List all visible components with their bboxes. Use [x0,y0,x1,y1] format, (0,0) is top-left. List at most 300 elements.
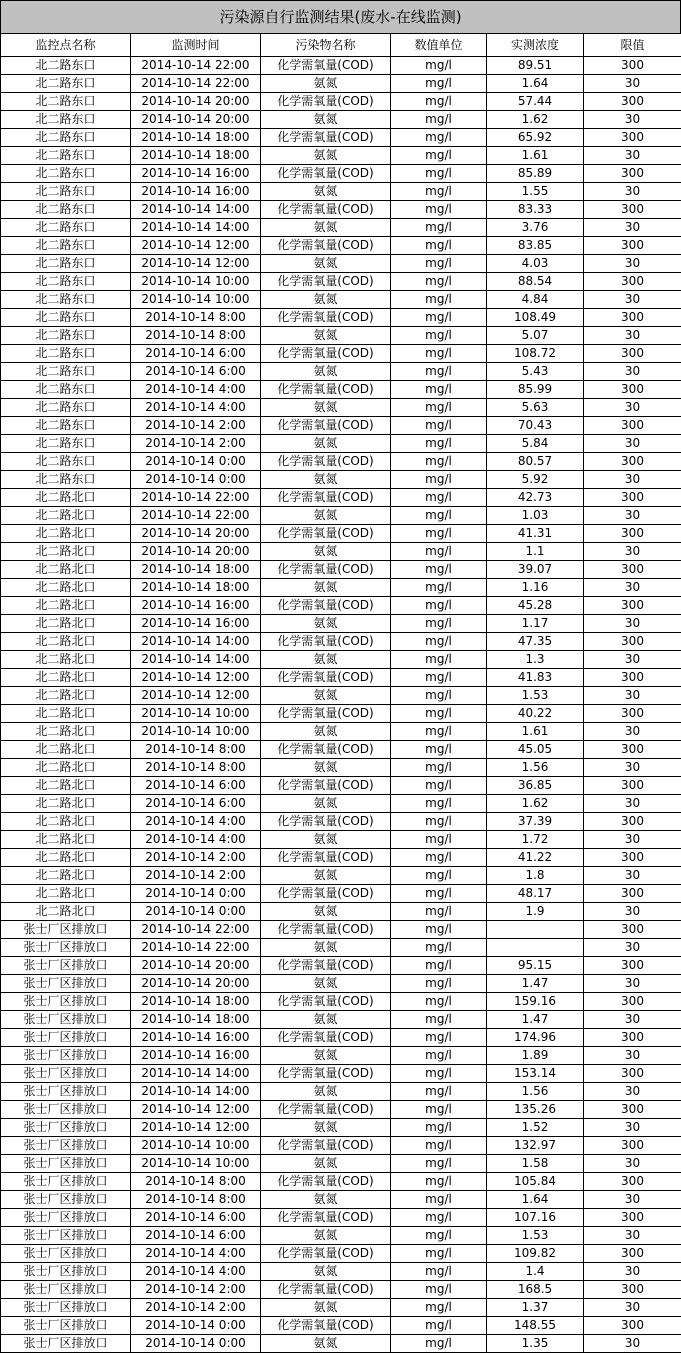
pollutant-name-cell: 氨氮 [261,975,391,993]
pollutant-name-cell: 化学需氧量(COD) [261,237,391,255]
limit-cell: 300 [584,777,681,795]
measured-value-cell: 39.07 [487,561,584,579]
site-name-cell: 张士厂区排放口 [1,1101,131,1119]
limit-cell: 30 [584,903,681,921]
table-row [1,615,681,633]
measured-value-cell: 1.4 [487,1263,584,1281]
table-row [1,579,681,597]
measured-value-cell: 1.56 [487,759,584,777]
unit-cell: mg/l [391,399,487,417]
unit-cell: mg/l [391,237,487,255]
pollutant-name-cell: 氨氮 [261,1047,391,1065]
pollutant-name-cell: 化学需氧量(COD) [261,885,391,903]
unit-cell: mg/l [391,831,487,849]
limit-cell: 300 [584,1029,681,1047]
limit-cell: 30 [584,687,681,705]
unit-cell: mg/l [391,687,487,705]
measured-value-cell: 40.22 [487,705,584,723]
unit-cell: mg/l [391,489,487,507]
unit-cell: mg/l [391,1029,487,1047]
site-name-cell: 张士厂区排放口 [1,1047,131,1065]
monitor-time-cell: 2014-10-14 10:00 [131,705,261,723]
header-site-name: 监控点名称 [1,34,131,57]
site-name-cell: 北二路东口 [1,381,131,399]
limit-cell: 30 [584,1299,681,1317]
unit-cell: mg/l [391,147,487,165]
limit-cell: 300 [584,561,681,579]
monitor-time-cell: 2014-10-14 20:00 [131,111,261,129]
unit-cell: mg/l [391,1335,487,1353]
unit-cell: mg/l [391,93,487,111]
pollutant-name-cell: 氨氮 [261,543,391,561]
limit-cell: 30 [584,147,681,165]
site-name-cell: 北二路东口 [1,75,131,93]
unit-cell: mg/l [391,1245,487,1263]
pollutant-name-cell: 氨氮 [261,1191,391,1209]
table-row [1,489,681,507]
pollutant-name-cell: 化学需氧量(COD) [261,1281,391,1299]
limit-cell: 30 [584,543,681,561]
measured-value-cell: 5.63 [487,399,584,417]
table-row [1,291,681,309]
limit-cell: 300 [584,273,681,291]
measured-value-cell: 5.07 [487,327,584,345]
measured-value-cell: 45.28 [487,597,584,615]
table-row [1,1155,681,1173]
measured-value-cell: 1.61 [487,723,584,741]
unit-cell: mg/l [391,201,487,219]
unit-cell: mg/l [391,1191,487,1209]
measured-value-cell: 85.99 [487,381,584,399]
table-row [1,1047,681,1065]
header-row [1,34,681,57]
limit-cell: 300 [584,525,681,543]
pollutant-name-cell: 氨氮 [261,723,391,741]
unit-cell: mg/l [391,129,487,147]
pollutant-name-cell: 氨氮 [261,435,391,453]
monitor-time-cell: 2014-10-14 2:00 [131,867,261,885]
unit-cell: mg/l [391,471,487,489]
limit-cell: 30 [584,1119,681,1137]
limit-cell: 300 [584,1173,681,1191]
monitor-time-cell: 2014-10-14 20:00 [131,525,261,543]
measured-value-cell: 1.47 [487,975,584,993]
monitor-time-cell: 2014-10-14 2:00 [131,849,261,867]
measured-value-cell: 1.52 [487,1119,584,1137]
table-row [1,1173,681,1191]
measured-value-cell: 1.53 [487,687,584,705]
measured-value-cell: 1.35 [487,1335,584,1353]
limit-cell: 300 [584,813,681,831]
pollutant-name-cell: 化学需氧量(COD) [261,849,391,867]
table-row [1,273,681,291]
limit-cell: 300 [584,957,681,975]
measured-value-cell: 57.44 [487,93,584,111]
site-name-cell: 张士厂区排放口 [1,1209,131,1227]
site-name-cell: 北二路东口 [1,237,131,255]
unit-cell: mg/l [391,1011,487,1029]
site-name-cell: 北二路北口 [1,597,131,615]
unit-cell: mg/l [391,921,487,939]
measured-value-cell: 1.1 [487,543,584,561]
site-name-cell: 北二路东口 [1,327,131,345]
measured-value-cell: 1.64 [487,1191,584,1209]
pollutant-name-cell: 化学需氧量(COD) [261,777,391,795]
measured-value-cell: 85.89 [487,165,584,183]
limit-cell: 300 [584,417,681,435]
unit-cell: mg/l [391,183,487,201]
table-row [1,1083,681,1101]
limit-cell: 300 [584,237,681,255]
site-name-cell: 北二路北口 [1,795,131,813]
unit-cell: mg/l [391,651,487,669]
pollutant-name-cell: 化学需氧量(COD) [261,1209,391,1227]
unit-cell: mg/l [391,255,487,273]
limit-cell: 30 [584,723,681,741]
monitor-time-cell: 2014-10-14 22:00 [131,921,261,939]
monitor-time-cell: 2014-10-14 14:00 [131,1065,261,1083]
unit-cell: mg/l [391,795,487,813]
pollutant-name-cell: 氨氮 [261,147,391,165]
limit-cell: 300 [584,705,681,723]
unit-cell: mg/l [391,777,487,795]
site-name-cell: 北二路东口 [1,255,131,273]
unit-cell: mg/l [391,1137,487,1155]
site-name-cell: 北二路北口 [1,705,131,723]
measured-value-cell: 83.85 [487,237,584,255]
table-row [1,399,681,417]
pollutant-name-cell: 化学需氧量(COD) [261,705,391,723]
pollutant-name-cell: 氨氮 [261,399,391,417]
pollutant-name-cell: 化学需氧量(COD) [261,1173,391,1191]
unit-cell: mg/l [391,867,487,885]
site-name-cell: 北二路北口 [1,507,131,525]
site-name-cell: 北二路东口 [1,147,131,165]
site-name-cell: 张士厂区排放口 [1,1281,131,1299]
pollutant-name-cell: 化学需氧量(COD) [261,993,391,1011]
pollutant-name-cell: 氨氮 [261,1155,391,1173]
table-row [1,831,681,849]
pollutant-name-cell: 化学需氧量(COD) [261,957,391,975]
site-name-cell: 北二路北口 [1,741,131,759]
unit-cell: mg/l [391,957,487,975]
monitor-time-cell: 2014-10-14 22:00 [131,507,261,525]
measured-value-cell: 148.55 [487,1317,584,1335]
limit-cell: 30 [584,1011,681,1029]
table-row [1,345,681,363]
unit-cell: mg/l [391,57,487,75]
pollutant-name-cell: 化学需氧量(COD) [261,1317,391,1335]
monitor-time-cell: 2014-10-14 4:00 [131,831,261,849]
site-name-cell: 张士厂区排放口 [1,1011,131,1029]
pollutant-name-cell: 化学需氧量(COD) [261,1065,391,1083]
site-name-cell: 北二路东口 [1,291,131,309]
measured-value-cell: 1.03 [487,507,584,525]
pollutant-name-cell: 化学需氧量(COD) [261,633,391,651]
unit-cell: mg/l [391,111,487,129]
site-name-cell: 北二路北口 [1,561,131,579]
pollutant-name-cell: 化学需氧量(COD) [261,417,391,435]
table-row [1,381,681,399]
monitor-time-cell: 2014-10-14 18:00 [131,579,261,597]
monitor-time-cell: 2014-10-14 18:00 [131,147,261,165]
pollutant-name-cell: 化学需氧量(COD) [261,1101,391,1119]
table-row [1,993,681,1011]
measured-value-cell: 1.37 [487,1299,584,1317]
table-row [1,453,681,471]
table-row [1,1191,681,1209]
pollutant-name-cell: 氨氮 [261,903,391,921]
site-name-cell: 北二路东口 [1,219,131,237]
table-row [1,1101,681,1119]
monitor-time-cell: 2014-10-14 10:00 [131,723,261,741]
monitor-time-cell: 2014-10-14 6:00 [131,795,261,813]
measured-value-cell: 5.92 [487,471,584,489]
pollutant-name-cell: 化学需氧量(COD) [261,165,391,183]
measured-value-cell: 135.26 [487,1101,584,1119]
table-title: 污染源自行监测结果(废水-在线监测) [0,0,681,33]
measured-value-cell [487,921,584,939]
unit-cell: mg/l [391,597,487,615]
site-name-cell: 张士厂区排放口 [1,1173,131,1191]
table-row [1,1263,681,1281]
limit-cell: 30 [584,615,681,633]
pollutant-name-cell: 氨氮 [261,1335,391,1353]
unit-cell: mg/l [391,705,487,723]
unit-cell: mg/l [391,543,487,561]
unit-cell: mg/l [391,741,487,759]
unit-cell: mg/l [391,435,487,453]
monitor-time-cell: 2014-10-14 10:00 [131,1155,261,1173]
limit-cell: 30 [584,471,681,489]
monitor-time-cell: 2014-10-14 2:00 [131,417,261,435]
limit-cell: 30 [584,1335,681,1353]
header-pollutant-name: 污染物名称 [261,34,391,57]
site-name-cell: 北二路北口 [1,759,131,777]
monitor-time-cell: 2014-10-14 18:00 [131,993,261,1011]
limit-cell: 30 [584,795,681,813]
unit-cell: mg/l [391,327,487,345]
pollutant-name-cell: 氨氮 [261,687,391,705]
monitor-time-cell: 2014-10-14 0:00 [131,903,261,921]
site-name-cell: 北二路东口 [1,129,131,147]
monitor-time-cell: 2014-10-14 22:00 [131,75,261,93]
measured-value-cell: 1.9 [487,903,584,921]
site-name-cell: 北二路东口 [1,93,131,111]
pollutant-name-cell: 氨氮 [261,579,391,597]
measured-value-cell: 41.83 [487,669,584,687]
limit-cell: 300 [584,921,681,939]
pollutant-name-cell: 氨氮 [261,795,391,813]
limit-cell: 30 [584,1083,681,1101]
unit-cell: mg/l [391,1299,487,1317]
site-name-cell: 张士厂区排放口 [1,1155,131,1173]
limit-cell: 300 [584,1101,681,1119]
limit-cell: 300 [584,57,681,75]
monitor-time-cell: 2014-10-14 22:00 [131,57,261,75]
measured-value-cell: 1.64 [487,75,584,93]
measured-value-cell: 41.22 [487,849,584,867]
limit-cell: 30 [584,507,681,525]
monitor-time-cell: 2014-10-14 0:00 [131,1317,261,1335]
measured-value-cell [487,939,584,957]
site-name-cell: 北二路北口 [1,687,131,705]
pollutant-name-cell: 氨氮 [261,1227,391,1245]
measured-value-cell: 132.97 [487,1137,584,1155]
monitor-time-cell: 2014-10-14 20:00 [131,93,261,111]
measured-value-cell: 48.17 [487,885,584,903]
limit-cell: 30 [584,435,681,453]
table-row [1,237,681,255]
measured-value-cell: 70.43 [487,417,584,435]
measured-value-cell: 1.62 [487,111,584,129]
pollutant-name-cell: 化学需氧量(COD) [261,381,391,399]
site-name-cell: 北二路北口 [1,651,131,669]
table-row [1,525,681,543]
table-row [1,219,681,237]
site-name-cell: 北二路北口 [1,867,131,885]
monitor-time-cell: 2014-10-14 14:00 [131,219,261,237]
monitor-time-cell: 2014-10-14 6:00 [131,1227,261,1245]
pollutant-name-cell: 化学需氧量(COD) [261,201,391,219]
limit-cell: 30 [584,759,681,777]
unit-cell: mg/l [391,903,487,921]
pollutant-name-cell: 化学需氧量(COD) [261,273,391,291]
monitor-time-cell: 2014-10-14 2:00 [131,1299,261,1317]
limit-cell: 300 [584,1137,681,1155]
table-row [1,1065,681,1083]
monitor-time-cell: 2014-10-14 20:00 [131,543,261,561]
monitor-time-cell: 2014-10-14 16:00 [131,165,261,183]
unit-cell: mg/l [391,813,487,831]
monitor-time-cell: 2014-10-14 12:00 [131,255,261,273]
pollutant-name-cell: 化学需氧量(COD) [261,345,391,363]
limit-cell: 30 [584,1047,681,1065]
monitor-time-cell: 2014-10-14 4:00 [131,399,261,417]
table-row [1,687,681,705]
limit-cell: 30 [584,651,681,669]
pollutant-name-cell: 氨氮 [261,507,391,525]
limit-cell: 300 [584,201,681,219]
unit-cell: mg/l [391,345,487,363]
pollutant-name-cell: 氨氮 [261,111,391,129]
limit-cell: 30 [584,291,681,309]
monitor-time-cell: 2014-10-14 8:00 [131,1173,261,1191]
table-row [1,903,681,921]
measured-value-cell: 1.89 [487,1047,584,1065]
limit-cell: 30 [584,831,681,849]
limit-cell: 30 [584,1227,681,1245]
table-row [1,597,681,615]
limit-cell: 30 [584,327,681,345]
measured-value-cell: 5.84 [487,435,584,453]
table-row [1,57,681,75]
site-name-cell: 张士厂区排放口 [1,1191,131,1209]
unit-cell: mg/l [391,165,487,183]
limit-cell: 300 [584,1065,681,1083]
measured-value-cell: 108.72 [487,345,584,363]
pollutant-name-cell: 化学需氧量(COD) [261,1137,391,1155]
limit-cell: 300 [584,309,681,327]
unit-cell: mg/l [391,939,487,957]
site-name-cell: 北二路东口 [1,471,131,489]
monitor-time-cell: 2014-10-14 4:00 [131,1245,261,1263]
limit-cell: 30 [584,1263,681,1281]
unit-cell: mg/l [391,507,487,525]
unit-cell: mg/l [391,579,487,597]
measured-value-cell: 83.33 [487,201,584,219]
pollutant-name-cell: 氨氮 [261,1011,391,1029]
site-name-cell: 北二路东口 [1,453,131,471]
monitor-time-cell: 2014-10-14 12:00 [131,687,261,705]
unit-cell: mg/l [391,219,487,237]
pollutant-name-cell: 化学需氧量(COD) [261,309,391,327]
table-row [1,669,681,687]
monitor-time-cell: 2014-10-14 2:00 [131,435,261,453]
site-name-cell: 北二路东口 [1,57,131,75]
site-name-cell: 北二路北口 [1,723,131,741]
measured-value-cell: 1.3 [487,651,584,669]
unit-cell: mg/l [391,1083,487,1101]
measured-value-cell: 105.84 [487,1173,584,1191]
measured-value-cell: 89.51 [487,57,584,75]
table-row [1,75,681,93]
site-name-cell: 北二路北口 [1,831,131,849]
site-name-cell: 北二路东口 [1,363,131,381]
limit-cell: 30 [584,219,681,237]
monitor-time-cell: 2014-10-14 8:00 [131,1191,261,1209]
limit-cell: 30 [584,1155,681,1173]
monitor-time-cell: 2014-10-14 16:00 [131,615,261,633]
pollutant-name-cell: 化学需氧量(COD) [261,57,391,75]
pollutant-name-cell: 氨氮 [261,219,391,237]
monitor-time-cell: 2014-10-14 14:00 [131,201,261,219]
unit-cell: mg/l [391,273,487,291]
measured-value-cell: 37.39 [487,813,584,831]
unit-cell: mg/l [391,1281,487,1299]
measured-value-cell: 1.17 [487,615,584,633]
pollutant-name-cell: 氨氮 [261,1299,391,1317]
pollutant-name-cell: 氨氮 [261,615,391,633]
site-name-cell: 北二路北口 [1,615,131,633]
unit-cell: mg/l [391,309,487,327]
unit-cell: mg/l [391,615,487,633]
table-row [1,1137,681,1155]
monitor-time-cell: 2014-10-14 0:00 [131,1335,261,1353]
limit-cell: 300 [584,453,681,471]
monitor-time-cell: 2014-10-14 14:00 [131,633,261,651]
pollutant-name-cell: 氨氮 [261,471,391,489]
monitor-time-cell: 2014-10-14 12:00 [131,237,261,255]
table-row [1,1299,681,1317]
table-row [1,129,681,147]
pollutant-name-cell: 化学需氧量(COD) [261,921,391,939]
site-name-cell: 张士厂区排放口 [1,975,131,993]
unit-cell: mg/l [391,1317,487,1335]
measured-value-cell: 80.57 [487,453,584,471]
unit-cell: mg/l [391,1263,487,1281]
pollutant-name-cell: 氨氮 [261,939,391,957]
table-row [1,777,681,795]
site-name-cell: 张士厂区排放口 [1,1245,131,1263]
pollutant-name-cell: 化学需氧量(COD) [261,669,391,687]
table-row [1,1281,681,1299]
site-name-cell: 张士厂区排放口 [1,921,131,939]
table-row [1,363,681,381]
pollutant-name-cell: 化学需氧量(COD) [261,93,391,111]
unit-cell: mg/l [391,1119,487,1137]
table-row [1,255,681,273]
